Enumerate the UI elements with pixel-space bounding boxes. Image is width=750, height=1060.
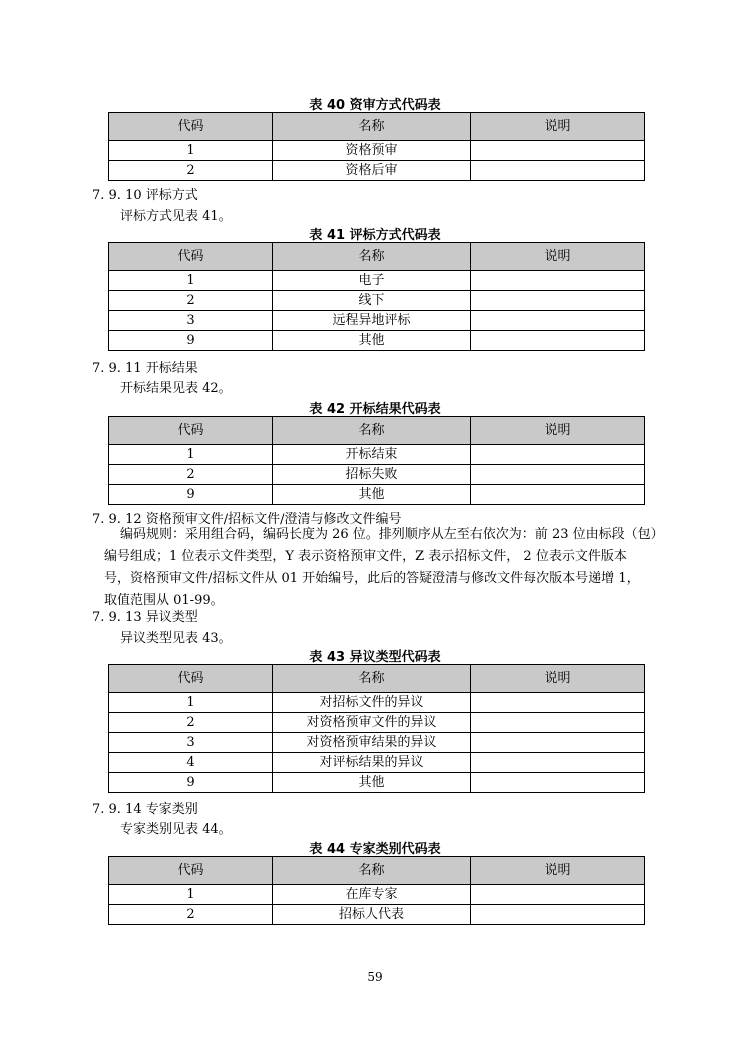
note-cell bbox=[471, 161, 645, 181]
table-header-row bbox=[109, 113, 645, 141]
note-cell bbox=[471, 733, 645, 753]
code-cell: 1 bbox=[109, 885, 273, 905]
code-cell: 9 bbox=[109, 331, 273, 351]
table-row bbox=[109, 445, 645, 465]
table-row bbox=[109, 311, 645, 331]
note-cell bbox=[471, 331, 645, 351]
table-row bbox=[109, 331, 645, 351]
table-41 bbox=[108, 242, 645, 351]
section-text-7-9-11: 开标结果见表 42。 bbox=[120, 381, 232, 396]
name-cell: 电子 bbox=[273, 271, 471, 291]
name-cell: 招标失败 bbox=[273, 465, 471, 485]
col-name-header: 名称 bbox=[273, 857, 471, 885]
table-row bbox=[109, 141, 645, 161]
section-text-7-9-10: 评标方式见表 41。 bbox=[120, 209, 232, 224]
table-row bbox=[109, 291, 645, 311]
code-cell: 1 bbox=[109, 445, 273, 465]
note-cell bbox=[471, 753, 645, 773]
code-cell: 2 bbox=[109, 905, 273, 925]
name-cell: 招标人代表 bbox=[273, 905, 471, 925]
table-row bbox=[109, 161, 645, 181]
col-name-header: 名称 bbox=[273, 113, 471, 141]
table-42-caption: 表 42 开标结果代码表 bbox=[309, 402, 441, 417]
col-note-header: 说明 bbox=[471, 857, 645, 885]
table-row bbox=[109, 905, 645, 925]
table-42 bbox=[108, 416, 645, 505]
note-cell bbox=[471, 291, 645, 311]
code-cell: 2 bbox=[109, 713, 273, 733]
table-row bbox=[109, 773, 645, 793]
table-40 bbox=[108, 112, 645, 181]
note-cell bbox=[471, 445, 645, 465]
code-cell: 1 bbox=[109, 271, 273, 291]
table-row bbox=[109, 713, 645, 733]
table-row bbox=[109, 271, 645, 291]
name-cell: 开标结束 bbox=[273, 445, 471, 465]
note-cell bbox=[471, 271, 645, 291]
table-row bbox=[109, 733, 645, 753]
note-cell bbox=[471, 885, 645, 905]
section-heading-7-9-12: 7. 9. 12 资格预审文件/招标文件/澄清与修改文件编号 bbox=[92, 512, 402, 527]
section-heading-7-9-11: 7. 9. 11 开标结果 bbox=[92, 361, 198, 376]
table-row bbox=[109, 693, 645, 713]
name-cell: 对招标文件的异议 bbox=[273, 693, 471, 713]
table-40-caption: 表 40 资审方式代码表 bbox=[309, 98, 441, 113]
code-cell: 9 bbox=[109, 485, 273, 505]
table-header-row bbox=[109, 665, 645, 693]
code-cell: 3 bbox=[109, 733, 273, 753]
code-cell: 2 bbox=[109, 291, 273, 311]
name-cell: 资格后审 bbox=[273, 161, 471, 181]
note-cell bbox=[471, 485, 645, 505]
table-44-caption: 表 44 专家类别代码表 bbox=[309, 842, 441, 857]
code-cell: 2 bbox=[109, 161, 273, 181]
section-heading-7-9-10: 7. 9. 10 评标方式 bbox=[92, 188, 198, 203]
paragraph-line: 号，资格预审文件/招标文件从 01 开始编号，此后的答疑澄清与修改文件每次版本号递增 1， bbox=[104, 571, 640, 586]
section-text-7-9-13: 异议类型见表 43。 bbox=[120, 631, 232, 646]
note-cell bbox=[471, 693, 645, 713]
note-cell bbox=[471, 141, 645, 161]
name-cell: 对评标结果的异议 bbox=[273, 753, 471, 773]
name-cell: 对资格预审文件的异议 bbox=[273, 713, 471, 733]
col-name-header: 名称 bbox=[273, 665, 471, 693]
table-header-row bbox=[109, 857, 645, 885]
paragraph-line: 编号组成；1 位表示文件类型，Y 表示资格预审文件，Z 表示招标文件， 2 位表示文件版本 bbox=[104, 549, 627, 564]
col-code-header: 代码 bbox=[109, 243, 273, 271]
note-cell bbox=[471, 311, 645, 331]
page-number: 59 bbox=[367, 970, 383, 984]
code-cell: 3 bbox=[109, 311, 273, 331]
table-43-caption: 表 43 异议类型代码表 bbox=[309, 650, 441, 665]
code-cell: 1 bbox=[109, 693, 273, 713]
code-cell: 4 bbox=[109, 753, 273, 773]
col-note-header: 说明 bbox=[471, 417, 645, 445]
table-43 bbox=[108, 664, 645, 793]
note-cell bbox=[471, 905, 645, 925]
code-cell: 1 bbox=[109, 141, 273, 161]
col-code-header: 代码 bbox=[109, 417, 273, 445]
code-cell: 9 bbox=[109, 773, 273, 793]
col-code-header: 代码 bbox=[109, 857, 273, 885]
paragraph-line: 取值范围从 01-99。 bbox=[104, 593, 224, 608]
name-cell: 对资格预审结果的异议 bbox=[273, 733, 471, 753]
table-41-caption: 表 41 评标方式代码表 bbox=[309, 228, 441, 243]
section-heading-7-9-13: 7. 9. 13 异议类型 bbox=[92, 610, 198, 625]
table-row bbox=[109, 753, 645, 773]
table-row bbox=[109, 485, 645, 505]
table-header-row bbox=[109, 243, 645, 271]
col-note-header: 说明 bbox=[471, 243, 645, 271]
name-cell: 其他 bbox=[273, 773, 471, 793]
col-code-header: 代码 bbox=[109, 665, 273, 693]
table-44 bbox=[108, 856, 645, 925]
col-note-header: 说明 bbox=[471, 665, 645, 693]
name-cell: 线下 bbox=[273, 291, 471, 311]
table-row bbox=[109, 465, 645, 485]
name-cell: 其他 bbox=[273, 331, 471, 351]
section-text-7-9-14: 专家类别见表 44。 bbox=[120, 822, 232, 837]
name-cell: 远程异地评标 bbox=[273, 311, 471, 331]
note-cell bbox=[471, 713, 645, 733]
section-heading-7-9-14: 7. 9. 14 专家类别 bbox=[92, 802, 198, 817]
note-cell bbox=[471, 465, 645, 485]
code-cell: 2 bbox=[109, 465, 273, 485]
col-code-header: 代码 bbox=[109, 113, 273, 141]
name-cell: 资格预审 bbox=[273, 141, 471, 161]
table-header-row bbox=[109, 417, 645, 445]
encoding-rule-paragraph bbox=[104, 524, 664, 612]
name-cell: 其他 bbox=[273, 485, 471, 505]
col-name-header: 名称 bbox=[273, 243, 471, 271]
note-cell bbox=[471, 773, 645, 793]
name-cell: 在库专家 bbox=[273, 885, 471, 905]
table-row bbox=[109, 885, 645, 905]
col-note-header: 说明 bbox=[471, 113, 645, 141]
paragraph-line: 编码规则：采用组合码，编码长度为 26 位。排列顺序从左至右依次为：前 23 位由标段（包） bbox=[120, 527, 664, 542]
col-name-header: 名称 bbox=[273, 417, 471, 445]
